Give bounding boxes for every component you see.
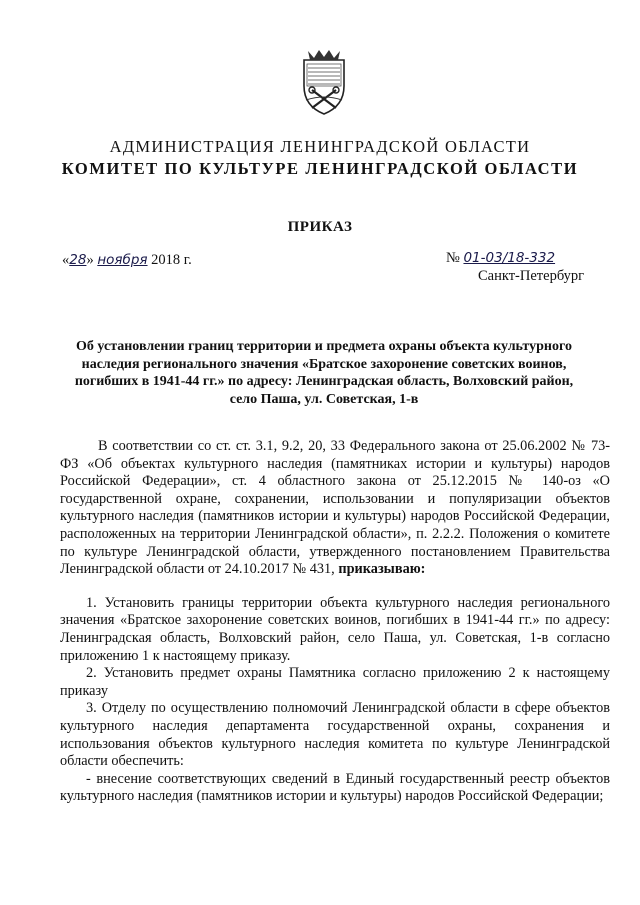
order-number (446, 250, 555, 267)
committee-name: КОМИТЕТ ПО КУЛЬТУРЕ ЛЕНИНГРАДСКОЙ ОБЛАСТИ (61, 159, 579, 178)
order-body (60, 438, 610, 806)
order-item-2: 2. Установить предмет охраны Памятника согласно приложению 2 к настоящему приказу (60, 665, 610, 699)
coat-of-arms-icon (298, 46, 350, 116)
date-close-quote: » (86, 252, 94, 268)
organization-name: АДМИНИСТРАЦИЯ ЛЕНИНГРАДСКОЙ ОБЛАСТИ (109, 137, 531, 156)
ordering-word: приказываю: (338, 561, 426, 578)
date-open-quote: « (62, 252, 70, 268)
intro-text: В соответствии со ст. ст. 3.1, 9.2, 20, 33 Федерального закона от 25.06.2002 № 73-ФЗ «Об объектах культурного наследия (памятниках истории и культуры) народов Российской Федерации», ст. 4 областного закона от 25.12.2015 № 140-оз «О государственной охране, сохранении, использовании и популяризации объектов культурного наследия (памятников истории и культуры) народов Российской Федерации, расположенных на территории Ленинградской области», п. 2.2.2. Положения о комитете по культуре Ленинградской области, утвержденного постановлением Правительства Ленинградской области от 24.10.2017 № 431, (60, 438, 610, 578)
order-heading: Об установлении границ территории и предмета охраны объекта культурного наследия регионального значения «Братское захоронение советских воинов, погибших в 1941-44 гг.» по адресу: Ленинградская область, Волховский район, село Паша, ул. Советская, 1-в (74, 339, 574, 407)
date-day: 28 (69, 252, 87, 268)
order-item-1: 1. Установить границы территории объекта культурного наследия регионального значения «Братское захоронение советских воинов, погибших в 1941-44 гг.» по адресу: Ленинградская область, Волховский район, село Паша, ул. Советская, 1-в согласно приложению 1 к настоящему приказу. (60, 594, 610, 664)
number-value: 01-03/18-332 (463, 250, 556, 266)
order-item-3-sub-1: - внесение соответствующих сведений в Единый государственный реестр объектов культурного наследия (памятников истории и культуры) народов Российской Федерации; (60, 770, 610, 805)
number-prefix: № (446, 250, 460, 266)
intro-paragraph (60, 438, 610, 579)
city: Санкт-Петербург (478, 268, 585, 284)
date-month: ноября (97, 252, 148, 268)
order-item-3: 3. Отделу по осуществлению полномочий Ленинградской области в сфере объектов культурного наследия департамента государственной охраны, сохранения и использования объектов культурного наследия комитета по культуре Ленинградской области обеспечить: (60, 700, 610, 770)
order-date (62, 252, 192, 269)
document-type-title: ПРИКАЗ (287, 219, 353, 235)
date-year: 2018 г. (151, 252, 192, 268)
